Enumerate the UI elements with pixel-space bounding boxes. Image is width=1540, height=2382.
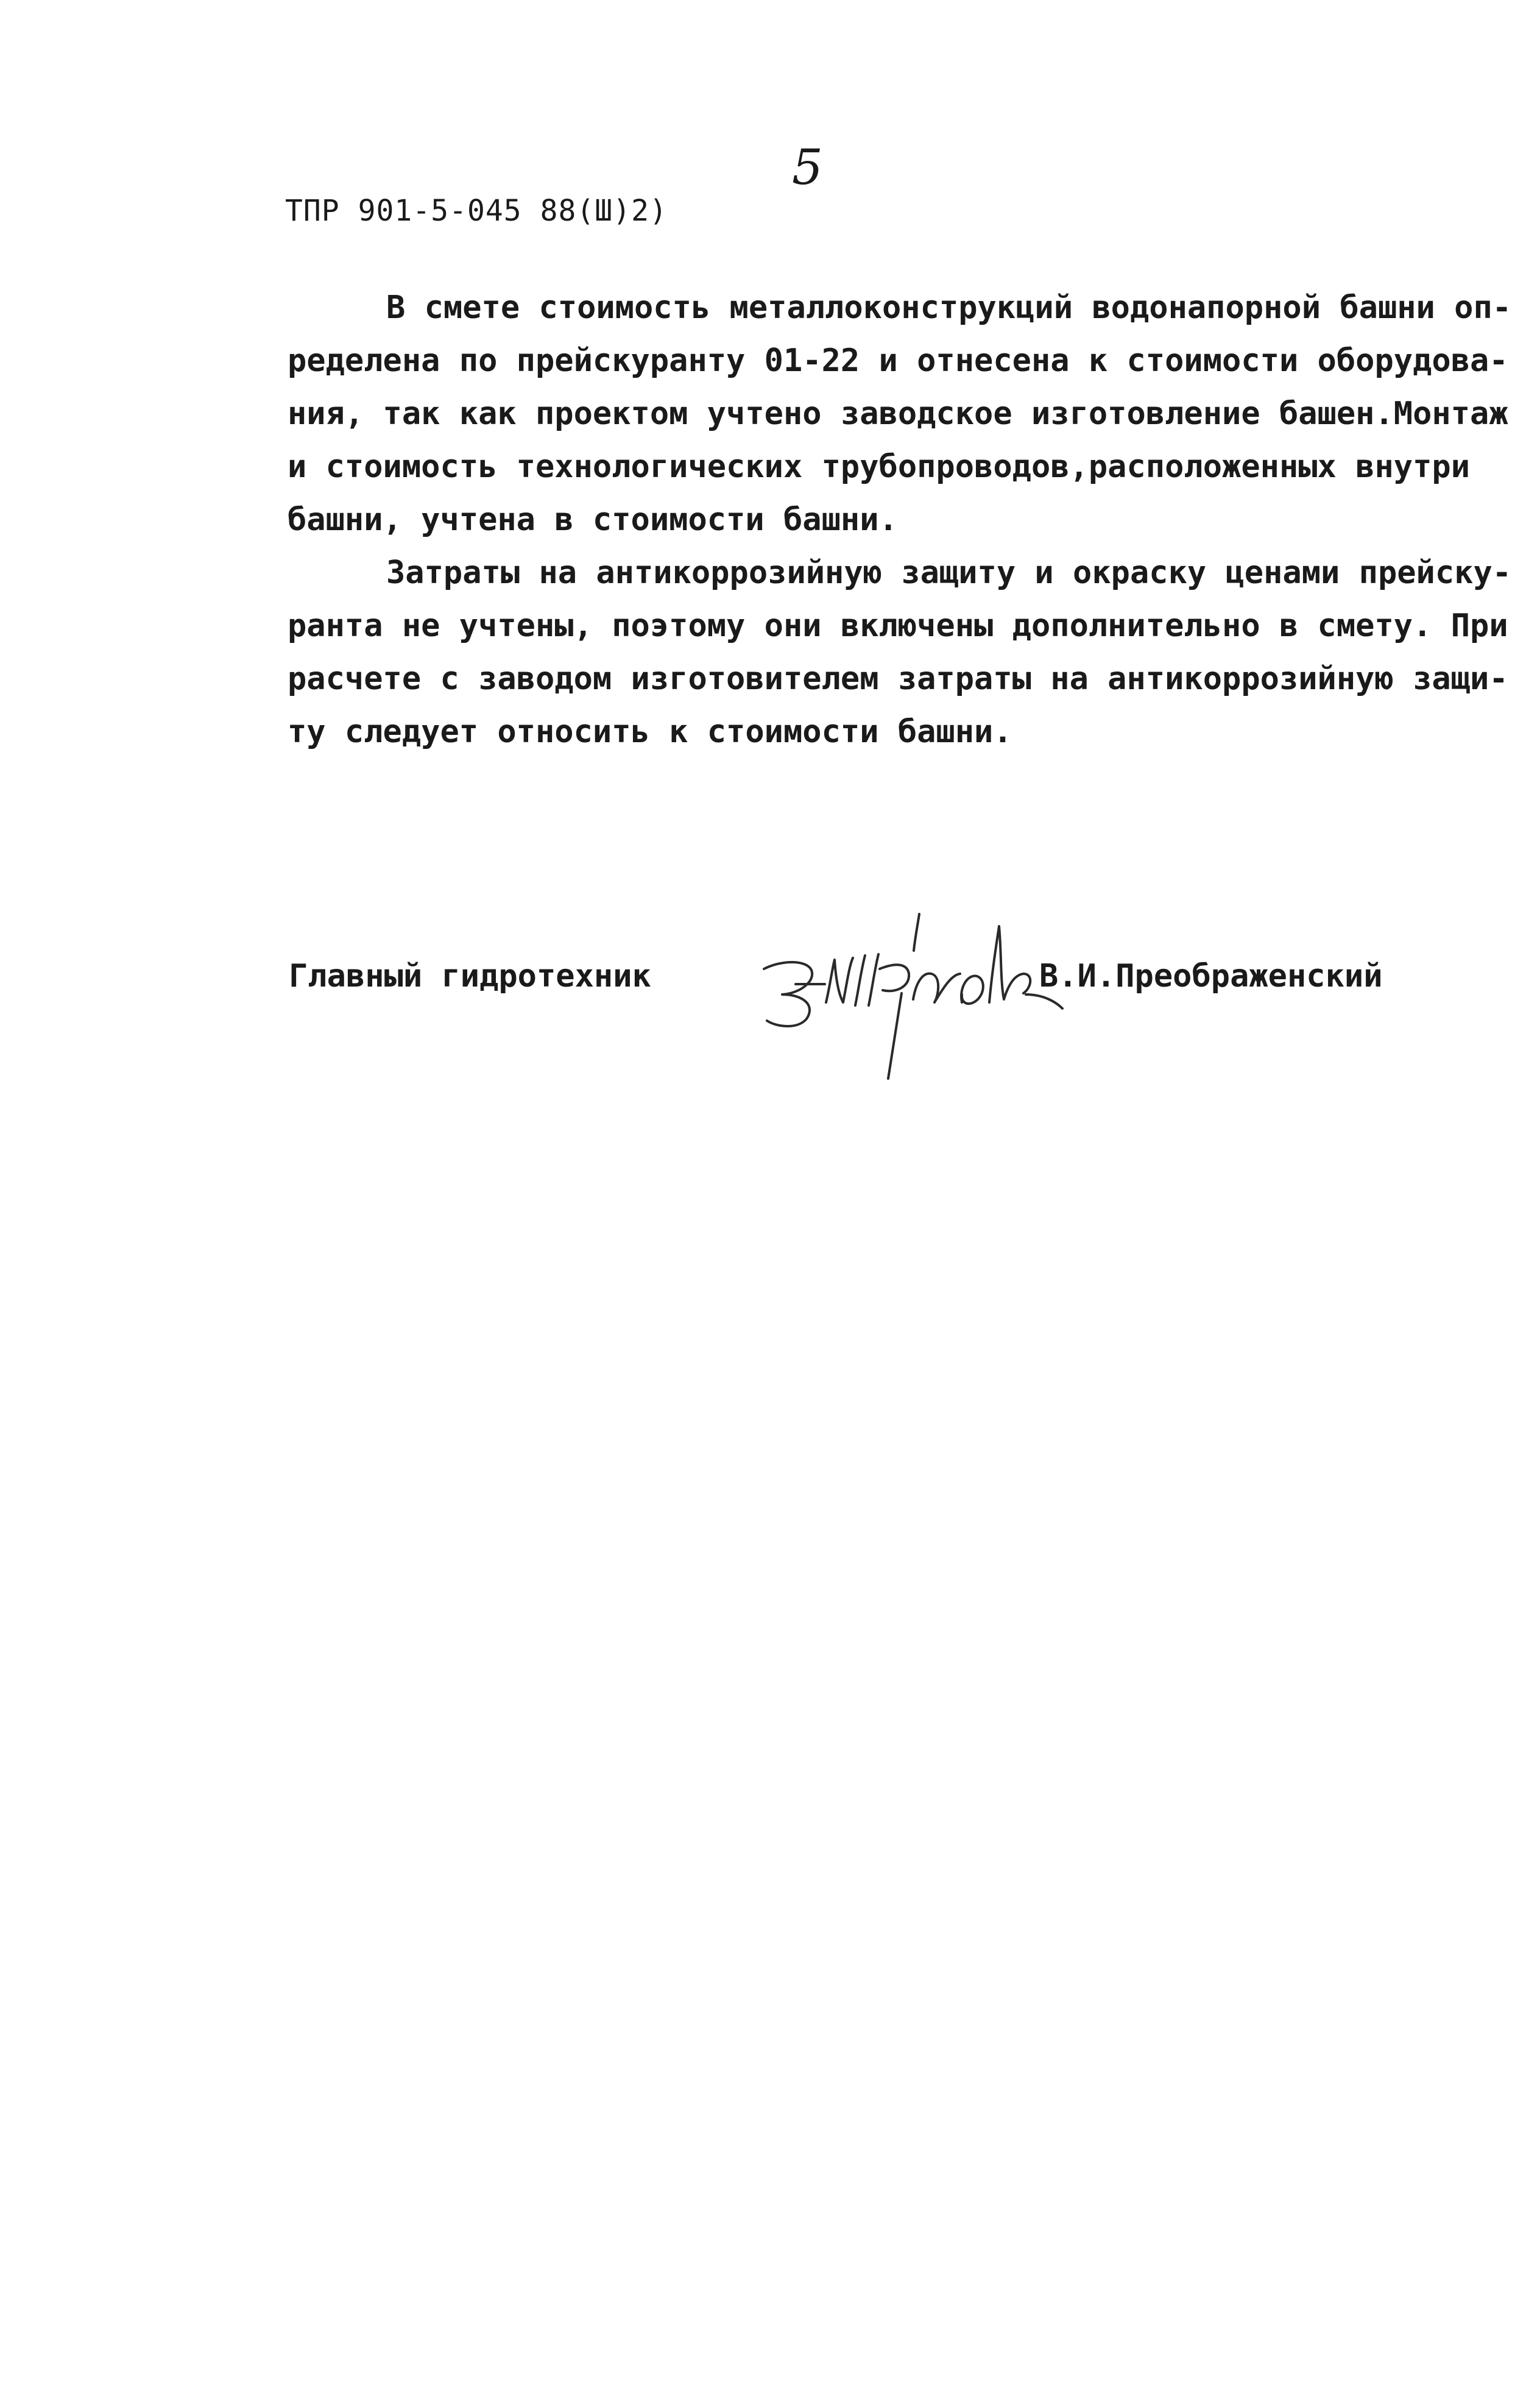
signatory-title: Главный гидротехник <box>289 958 651 994</box>
body-text <box>288 282 1512 759</box>
document-code: ТПР 901-5-045 88(Ш)2) <box>285 194 668 228</box>
page-number: 5 <box>792 139 823 196</box>
text-line: ния, так как проектом учтено заводское изготовление башен.Монтаж <box>288 395 1508 432</box>
handwritten-signature <box>758 902 1075 1085</box>
signature-block <box>289 902 1507 1085</box>
paragraph-2 <box>288 547 1512 759</box>
paragraph-1 <box>288 282 1512 547</box>
signatory-name: В.И.Преображенский <box>1039 958 1383 994</box>
text-line: расчете с заводом изготовителем затраты на антикоррозийную защи- <box>288 661 1508 697</box>
text-line: ту следует относить к стоимости башни. <box>288 714 1012 750</box>
text-line: башни, учтена в стоимости башни. <box>288 502 898 538</box>
text-line: и стоимость технологических трубопроводов,расположенных внутри <box>288 448 1471 485</box>
text-line: Затраты на антикоррозийную защиту и окраску ценами прейску- <box>386 555 1512 591</box>
text-line: ранта не учтены, поэтому они включены дополнительно в смету. При <box>288 608 1508 644</box>
text-line: В смете стоимость металлоконструкций водонапорной башни оп- <box>386 289 1512 326</box>
text-line: ределена по прейскуранту 01-22 и отнесена к стоимости оборудова- <box>288 342 1508 379</box>
